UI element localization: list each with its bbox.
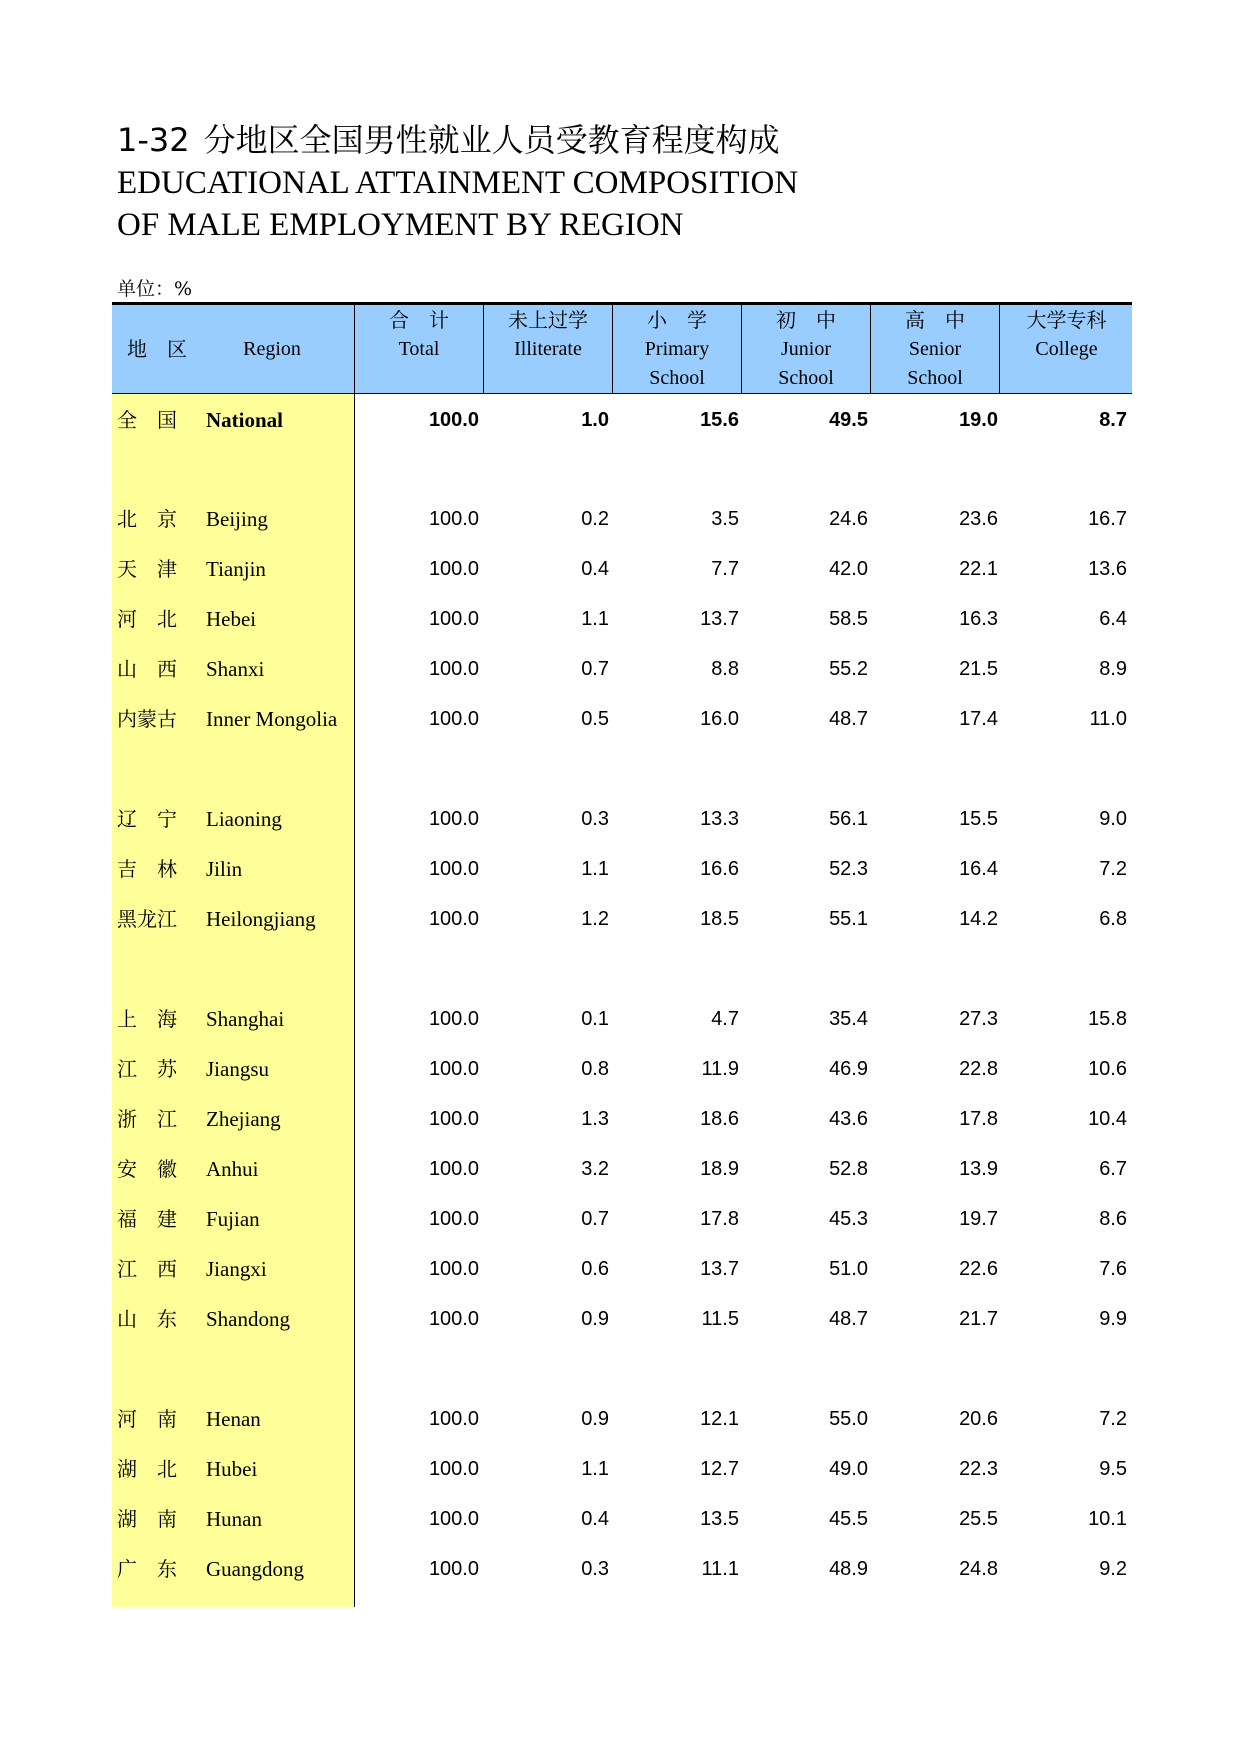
- cell-total: 100.0: [428, 1108, 479, 1130]
- row-region-cn: 浙 江: [117, 1107, 177, 1131]
- table-row: [112, 494, 1132, 544]
- header-junior-en2: School: [778, 367, 834, 389]
- header-college: [999, 305, 1133, 393]
- header-total: [354, 305, 483, 393]
- row-region-en: Jiangxi: [206, 1257, 267, 1281]
- row-region-en: Fujian: [206, 1207, 260, 1231]
- cell-primary: 17.8: [700, 1208, 739, 1230]
- cell-illiterate: 1.3: [581, 1108, 609, 1130]
- cell-college: 15.8: [1088, 1008, 1127, 1030]
- header-region-cn-text: 地 区: [127, 337, 187, 361]
- cell-college: 6.7: [1099, 1158, 1127, 1180]
- cell-senior: 16.3: [959, 608, 998, 630]
- cell-primary: 12.1: [700, 1408, 739, 1430]
- row-region-cn: 福 建: [117, 1207, 177, 1231]
- header-primary-en1: Primary: [644, 338, 710, 360]
- header-college-en: College: [1035, 338, 1098, 360]
- cell-junior: 49.0: [829, 1458, 868, 1480]
- table-body: [112, 394, 1132, 1607]
- header-senior: [870, 305, 999, 393]
- cell-illiterate: 0.7: [581, 1208, 609, 1230]
- cell-total: 100.0: [428, 1208, 479, 1230]
- header-total-en: Total: [398, 338, 440, 360]
- table-row: [112, 1044, 1132, 1094]
- cell-illiterate: 0.7: [581, 658, 609, 680]
- cell-college: 6.4: [1099, 608, 1127, 630]
- cell-senior: 19.7: [959, 1208, 998, 1230]
- page-title-cn: [117, 118, 798, 162]
- row-region-en: Tianjin: [206, 557, 266, 581]
- cell-senior: 24.8: [959, 1558, 998, 1580]
- cell-illiterate: 0.2: [581, 508, 609, 530]
- row-region-cn: 黑龙江: [117, 907, 177, 931]
- row-region-en: Jiangsu: [206, 1057, 269, 1081]
- cell-primary: 18.5: [700, 908, 739, 930]
- cell-primary: 11.9: [701, 1058, 739, 1080]
- table-row: [112, 1494, 1132, 1544]
- cell-illiterate: 0.3: [581, 1558, 609, 1580]
- table-header: [112, 305, 1132, 394]
- cell-illiterate: 0.9: [581, 1308, 609, 1330]
- cell-total: 100.0: [428, 1558, 479, 1580]
- cell-junior: 56.1: [829, 808, 868, 830]
- header-total-cn: 合 计: [389, 308, 449, 332]
- row-region-cn: 河 北: [117, 607, 177, 631]
- row-region-cn: 辽 宁: [117, 807, 177, 831]
- cell-total: 100.0: [428, 608, 479, 630]
- cell-college: 13.6: [1088, 558, 1127, 580]
- row-region-cn: 全 国: [117, 408, 177, 432]
- cell-college: 7.6: [1099, 1258, 1127, 1280]
- cell-total: 100.0: [428, 558, 479, 580]
- cell-senior: 21.7: [959, 1308, 998, 1330]
- row-region-cn: 河 南: [117, 1407, 177, 1431]
- cell-total: 100.0: [428, 658, 479, 680]
- header-illiterate: [483, 305, 612, 393]
- cell-primary: 15.6: [700, 409, 739, 431]
- header-junior-en1: Junior: [781, 338, 831, 360]
- table-row: [112, 794, 1132, 844]
- cell-total: 100.0: [428, 808, 479, 830]
- data-table: [112, 302, 1132, 1607]
- cell-senior: 17.8: [959, 1108, 998, 1130]
- cell-primary: 11.5: [701, 1308, 739, 1330]
- cell-illiterate: 1.2: [581, 908, 609, 930]
- cell-total: 100.0: [428, 508, 479, 530]
- cell-total: 100.0: [428, 1308, 479, 1330]
- cell-junior: 55.0: [829, 1408, 868, 1430]
- cell-junior: 55.2: [829, 658, 868, 680]
- cell-total: 100.0: [428, 908, 479, 930]
- cell-senior: 15.5: [959, 808, 998, 830]
- row-region-cn: 安 徽: [117, 1157, 177, 1181]
- cell-illiterate: 0.5: [581, 708, 609, 730]
- cell-primary: 4.7: [711, 1008, 739, 1030]
- header-region-en-text: Region: [243, 338, 301, 360]
- row-region-en: Henan: [206, 1407, 261, 1431]
- cell-total: 100.0: [428, 1058, 479, 1080]
- cell-total: 100.0: [428, 1408, 479, 1430]
- table-row: [112, 395, 1132, 445]
- cell-college: 10.6: [1088, 1058, 1127, 1080]
- page-title-en-line2: OF MALE EMPLOYMENT BY REGION: [117, 207, 684, 243]
- row-region-cn: 江 苏: [117, 1057, 177, 1081]
- row-region-cn: 山 东: [117, 1307, 177, 1331]
- table-row: [112, 1294, 1132, 1344]
- row-region-en: Liaoning: [206, 807, 282, 831]
- table-row: [112, 994, 1132, 1044]
- cell-illiterate: 3.2: [581, 1158, 609, 1180]
- header-illiterate-cn: 未上过学: [508, 308, 588, 332]
- row-region-en: Shanxi: [206, 657, 265, 681]
- row-region-en: Shanghai: [206, 1007, 285, 1031]
- cell-senior: 23.6: [959, 508, 998, 530]
- cell-senior: 22.1: [959, 558, 998, 580]
- cell-college: 9.9: [1099, 1308, 1127, 1330]
- row-region-en: Hebei: [206, 607, 257, 631]
- cell-illiterate: 0.8: [581, 1058, 609, 1080]
- row-region-en: Guangdong: [206, 1557, 304, 1581]
- cell-primary: 13.5: [700, 1508, 739, 1530]
- cell-college: 7.2: [1099, 858, 1127, 880]
- header-primary-cn: 小 学: [647, 308, 707, 332]
- row-region-en: National: [206, 408, 284, 432]
- row-region-cn: 湖 北: [117, 1457, 177, 1481]
- cell-total: 100.0: [428, 1158, 479, 1180]
- cell-junior: 49.5: [829, 409, 868, 431]
- cell-senior: 14.2: [959, 908, 998, 930]
- cell-college: 9.5: [1099, 1458, 1127, 1480]
- cell-junior: 45.5: [829, 1508, 868, 1530]
- cell-college: 16.7: [1088, 508, 1127, 530]
- cell-junior: 52.8: [829, 1158, 868, 1180]
- header-illiterate-en: Illiterate: [514, 338, 582, 360]
- cell-junior: 48.7: [829, 1308, 868, 1330]
- cell-junior: 48.9: [829, 1558, 868, 1580]
- cell-illiterate: 1.1: [581, 858, 609, 880]
- cell-junior: 42.0: [829, 558, 868, 580]
- table-row: [112, 894, 1132, 944]
- cell-junior: 58.5: [829, 608, 868, 630]
- cell-senior: 17.4: [959, 708, 998, 730]
- cell-junior: 46.9: [829, 1058, 868, 1080]
- cell-junior: 51.0: [829, 1258, 868, 1280]
- cell-primary: 8.8: [711, 658, 739, 680]
- row-region-cn: 上 海: [117, 1007, 177, 1031]
- row-region-cn: 江 西: [117, 1257, 177, 1281]
- cell-illiterate: 0.4: [581, 558, 609, 580]
- cell-junior: 48.7: [829, 708, 868, 730]
- cell-illiterate: 0.9: [581, 1408, 609, 1430]
- cell-junior: 52.3: [829, 858, 868, 880]
- cell-total: 100.0: [428, 1008, 479, 1030]
- table-row: [112, 1444, 1132, 1494]
- table-row: [112, 1144, 1132, 1194]
- row-region-en: Zhejiang: [206, 1107, 281, 1131]
- cell-primary: 3.5: [711, 508, 739, 530]
- header-junior-cn: 初 中: [776, 308, 836, 332]
- cell-primary: 18.9: [700, 1158, 739, 1180]
- cell-total: 100.0: [428, 708, 479, 730]
- table-row: [112, 594, 1132, 644]
- table-row: [112, 694, 1132, 744]
- cell-illiterate: 0.6: [581, 1258, 609, 1280]
- unit-label: 单位：%: [117, 278, 193, 300]
- row-region-en: Inner Mongolia: [206, 707, 338, 731]
- table-row: [112, 844, 1132, 894]
- cell-primary: 12.7: [700, 1458, 739, 1480]
- header-primary-en2: School: [649, 367, 705, 389]
- table-row: [112, 1394, 1132, 1444]
- header-senior-en1: Senior: [908, 338, 962, 360]
- cell-college: 7.2: [1099, 1408, 1127, 1430]
- title-cn-text: 分地区全国男性就业人员受教育程度构成: [203, 121, 780, 159]
- cell-primary: 11.1: [701, 1558, 739, 1580]
- row-region-cn: 北 京: [117, 507, 177, 531]
- cell-illiterate: 0.1: [581, 1008, 609, 1030]
- cell-junior: 24.6: [829, 508, 868, 530]
- table-row: [112, 1544, 1132, 1594]
- row-region-en: Hubei: [206, 1457, 258, 1481]
- row-region-en: Hunan: [206, 1507, 262, 1531]
- table-row: [112, 1094, 1132, 1144]
- row-region-en: Beijing: [206, 507, 268, 531]
- cell-college: 10.1: [1088, 1508, 1127, 1530]
- cell-senior: 25.5: [959, 1508, 998, 1530]
- row-region-en: Jilin: [206, 857, 243, 881]
- cell-illiterate: 1.1: [581, 608, 609, 630]
- cell-senior: 22.8: [959, 1058, 998, 1080]
- cell-college: 8.7: [1099, 409, 1127, 431]
- cell-primary: 13.7: [700, 1258, 739, 1280]
- row-region-en: Heilongjiang: [206, 907, 316, 931]
- header-senior-cn: 高 中: [905, 308, 965, 332]
- table-number: 1-32: [117, 121, 190, 159]
- cell-junior: 43.6: [829, 1108, 868, 1130]
- header-region-cn: [112, 305, 202, 393]
- row-region-cn: 内蒙古: [117, 707, 177, 731]
- cell-primary: 16.0: [700, 708, 739, 730]
- cell-senior: 20.6: [959, 1408, 998, 1430]
- cell-junior: 35.4: [829, 1008, 868, 1030]
- cell-senior: 19.0: [959, 409, 998, 431]
- cell-college: 9.0: [1099, 808, 1127, 830]
- cell-college: 9.2: [1099, 1558, 1127, 1580]
- row-region-cn: 广 东: [117, 1557, 177, 1581]
- cell-college: 6.8: [1099, 908, 1127, 930]
- header-senior-en2: School: [907, 367, 963, 389]
- cell-total: 100.0: [428, 1258, 479, 1280]
- row-region-en: Anhui: [206, 1157, 259, 1181]
- header-college-cn: 大学专科: [1026, 308, 1107, 332]
- cell-college: 11.0: [1089, 708, 1127, 730]
- row-region-cn: 山 西: [117, 657, 177, 681]
- cell-illiterate: 1.0: [581, 409, 609, 431]
- row-region-cn: 湖 南: [117, 1507, 177, 1531]
- title-block: [117, 118, 798, 246]
- cell-illiterate: 0.3: [581, 808, 609, 830]
- cell-junior: 55.1: [829, 908, 868, 930]
- cell-senior: 27.3: [959, 1008, 998, 1030]
- cell-total: 100.0: [428, 1508, 479, 1530]
- cell-total: 100.0: [428, 1458, 479, 1480]
- header-region-en: [222, 305, 322, 393]
- cell-college: 8.9: [1099, 658, 1127, 680]
- cell-primary: 18.6: [700, 1108, 739, 1130]
- cell-total: 100.0: [428, 409, 479, 431]
- cell-senior: 22.6: [959, 1258, 998, 1280]
- table-row: [112, 1244, 1132, 1294]
- cell-junior: 45.3: [829, 1208, 868, 1230]
- cell-primary: 13.7: [700, 608, 739, 630]
- header-primary: [612, 305, 741, 393]
- row-region-en: Shandong: [206, 1307, 290, 1331]
- table-row: [112, 1194, 1132, 1244]
- cell-senior: 13.9: [959, 1158, 998, 1180]
- cell-illiterate: 1.1: [581, 1458, 609, 1480]
- cell-primary: 13.3: [700, 808, 739, 830]
- cell-senior: 16.4: [959, 858, 998, 880]
- cell-total: 100.0: [428, 858, 479, 880]
- cell-illiterate: 0.4: [581, 1508, 609, 1530]
- cell-college: 10.4: [1088, 1108, 1127, 1130]
- row-region-cn: 吉 林: [117, 857, 177, 881]
- cell-primary: 7.7: [711, 558, 739, 580]
- cell-college: 8.6: [1099, 1208, 1127, 1230]
- table-row: [112, 644, 1132, 694]
- row-region-cn: 天 津: [117, 557, 177, 581]
- table-row: [112, 544, 1132, 594]
- cell-senior: 22.3: [959, 1458, 998, 1480]
- cell-primary: 16.6: [700, 858, 739, 880]
- cell-senior: 21.5: [959, 658, 998, 680]
- page-title-en-line1: EDUCATIONAL ATTAINMENT COMPOSITION: [117, 165, 799, 201]
- header-junior: [741, 305, 870, 393]
